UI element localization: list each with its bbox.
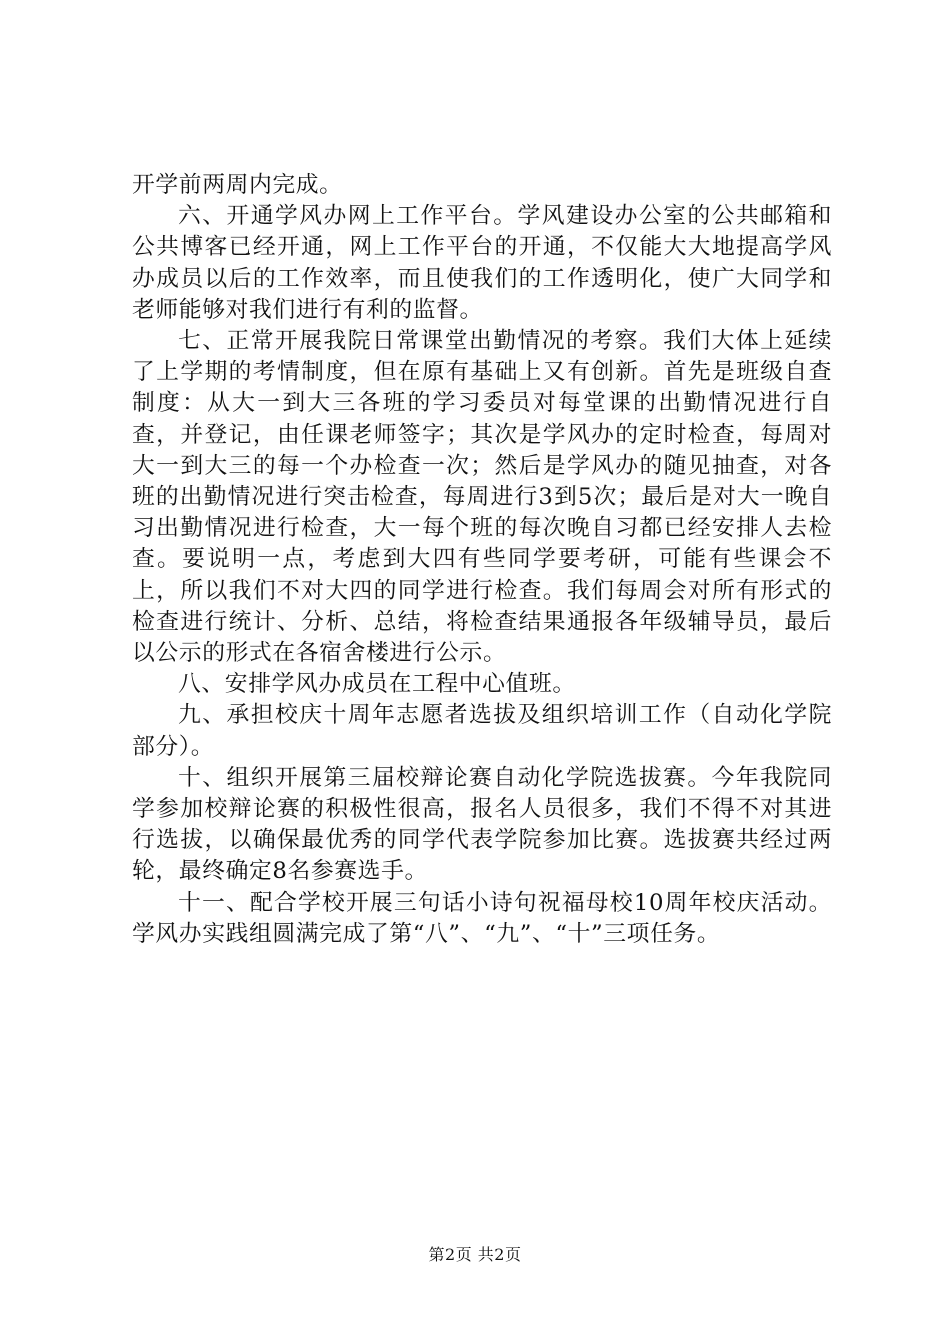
paragraph-item-7: 七、正常开展我院日常课堂出勤情况的考察。我们大体上延续了上学期的考情制度，但在原有基础上又有创新。首先是班级自查制度：从大一到大三各班的学习委员对每堂课的出勤情况进行自查，并登记，由任课老师签字；其次是学风办的定时检查，每周对大一到大三的每一个办检查一次；然后是学风办的随见抽查，对各班的出勤情况进行突击检查，每周进行3到5次；最后是对大一晚自习出勤情况进行检查，大一每个班的每次晚自习都已经安排人去检查。要说明一点，考虑到大四有些同学要考研，可能有些课会不上，所以我们不对大四的同学进行检查。我们每周会对所有形式的检查进行统计、分析、总结，将检查结果通报各年级辅导员，最后以公示的形式在各宿舍楼进行公示。 <box>132 328 832 667</box>
paragraph-item-9: 九、承担校庆十周年志愿者选拔及组织培训工作（自动化学院部分）。 <box>132 702 832 760</box>
document-body <box>132 170 832 950</box>
paragraph-item-6: 六、开通学风办网上工作平台。学风建设办公室的公共邮箱和公共博客已经开通，网上工作平台的开通，不仅能大大地提高学风办成员以后的工作效率，而且使我们的工作透明化，使广大同学和老师能够对我们进行有利的监督。 <box>132 203 832 323</box>
paragraph-item-11: 十一、配合学校开展三句话小诗句祝福母校10周年校庆活动。学风办实践组圆满完成了第“八”、“九”、“十”三项任务。 <box>132 889 832 947</box>
paragraph-item-8: 八、安排学风办成员在工程中心值班。 <box>178 671 576 698</box>
paragraph-item-10: 十、组织开展第三届校辩论赛自动化学院选拔赛。今年我院同学参加校辩论赛的积极性很高，报名人员很多，我们不得不对其进行选拔，以确保最优秀的同学代表学院参加比赛。选拔赛共经过两轮，最终确定8名参赛选手。 <box>132 764 832 885</box>
page-number-footer: 第2页 共2页 <box>428 1245 522 1264</box>
paragraph-continuation: 开学前两周内完成。 <box>132 172 343 198</box>
